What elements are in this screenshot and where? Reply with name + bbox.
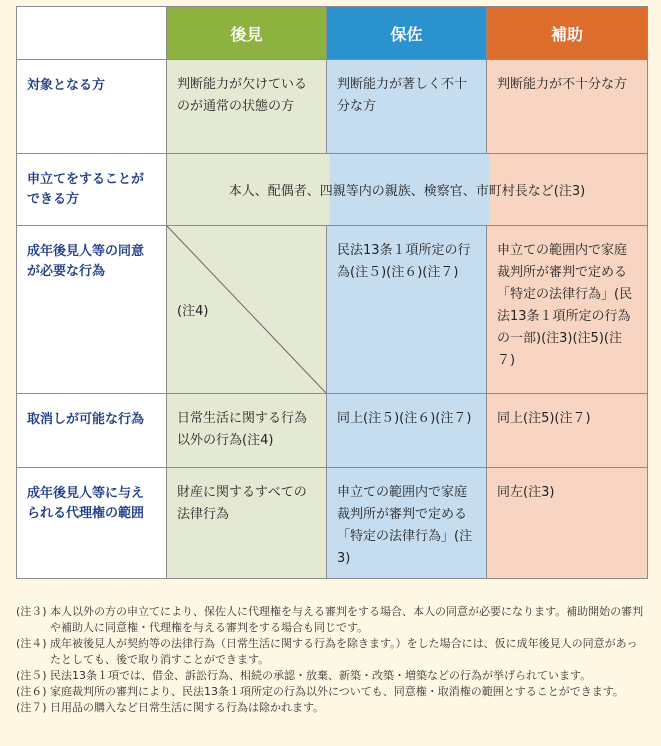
footnote xyxy=(16,700,647,716)
header-blank-cell xyxy=(17,7,167,60)
footnote xyxy=(16,668,647,684)
footnotes xyxy=(16,604,647,716)
header-kouken: 後見 xyxy=(167,7,327,60)
footnote-label: (注４) xyxy=(16,637,47,650)
row-label: 成年後見人等に与えられる代理権の範囲 xyxy=(17,468,167,579)
cell-hojo: 申立ての範囲内で家庭裁判所が審判で定める「特定の法律行為」(民法13条１項所定の行為の一部)(注3)(注5)(注７) xyxy=(487,226,648,394)
cell-kouken: 日常生活に関する行為以外の行為(注4) xyxy=(167,394,327,468)
guardianship-comparison-table xyxy=(16,6,648,579)
cell-hosa: 判断能力が著しく不十分な方 xyxy=(327,60,487,154)
footnote xyxy=(16,604,647,636)
cell-kouken-note: (注4) xyxy=(177,304,209,319)
header-hosa: 保佐 xyxy=(327,7,487,60)
footnote-label: (注３) xyxy=(16,605,47,618)
footnote-label: (注６) xyxy=(16,685,47,698)
footnote xyxy=(16,636,647,668)
header-hojo: 補助 xyxy=(487,7,648,60)
footnote-text: 本人以外の方の申立てにより、保佐人に代理権を与える審判をする場合、本人の同意が必要になります。補助開始の審判や補助人に同意権・代理権を与える審判をする場合も同じです。 xyxy=(50,605,644,634)
table-row xyxy=(17,154,648,226)
footnote-text: 成年被後見人が契約等の法律行為（日常生活に関する行為を除きます。）をした場合には、仮に成年後見人の同意があったとしても、後で取り消すことができます。 xyxy=(50,637,638,666)
footnote xyxy=(16,684,647,700)
cell-hosa: 民法13条１項所定の行為(注５)(注６)(注７) xyxy=(327,226,487,394)
table-row xyxy=(17,226,648,394)
footnote-text: 家庭裁判所の審判により、民法13条１項所定の行為以外についても、同意権・取消権の範囲とすることができます。 xyxy=(50,685,624,698)
row-label: 成年後見人等の同意が必要な行為 xyxy=(17,226,167,394)
cell-kouken: 判断能力が欠けているのが通常の状態の方 xyxy=(167,60,327,154)
footnote-text: 民法13条１項では、借金、訴訟行為、相続の承認・放棄、新築・改築・増築などの行為が挙げられています。 xyxy=(50,669,592,682)
cell-hojo: 判断能力が不十分な方 xyxy=(487,60,648,154)
footnote-text: 日用品の購入など日常生活に関する行為は除かれます。 xyxy=(50,701,325,714)
row-label: 申立てをすることができる方 xyxy=(17,154,167,226)
table-row xyxy=(17,60,648,154)
cell-hosa: 申立ての範囲内で家庭裁判所が審判で定める「特定の法律行為」(注3) xyxy=(327,468,487,579)
footnote-label: (注７) xyxy=(16,701,47,714)
table-row xyxy=(17,394,648,468)
cell-merged: 本人、配偶者、四親等内の親族、検察官、市町村長など(注3) xyxy=(167,154,648,226)
table-row xyxy=(17,468,648,579)
cell-hojo: 同左(注3) xyxy=(487,468,648,579)
cell-hosa: 同上(注５)(注６)(注７) xyxy=(327,394,487,468)
footnote-label: (注５) xyxy=(16,669,47,682)
row-label: 対象となる方 xyxy=(17,60,167,154)
cell-kouken-diagonal xyxy=(167,226,327,394)
cell-hojo: 同上(注5)(注７) xyxy=(487,394,648,468)
row-label: 取消しが可能な行為 xyxy=(17,394,167,468)
cell-kouken: 財産に関するすべての法律行為 xyxy=(167,468,327,579)
